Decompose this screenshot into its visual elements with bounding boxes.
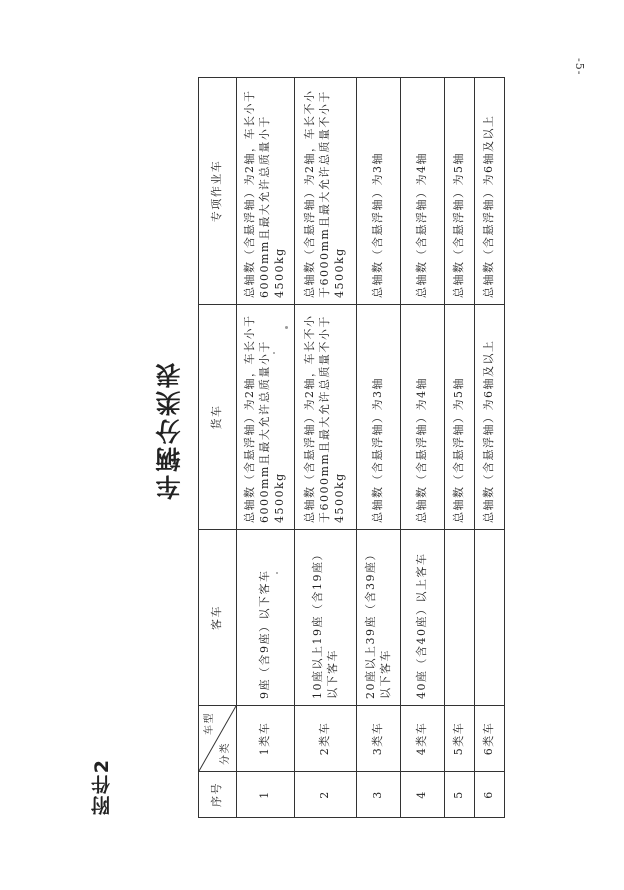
row-class: 5类车 — [445, 706, 475, 772]
row-passenger: 20座以上39座（含39座）以下客车 — [357, 530, 401, 706]
header-passenger: 客车 — [199, 530, 237, 706]
row-special: 总轴数（含悬浮轴）为4轴 — [401, 78, 445, 305]
header-index: 序号 — [199, 772, 237, 818]
row-class: 6类车 — [475, 706, 505, 772]
header-classification: 分类 — [219, 742, 231, 765]
row-cargo: 总轴数（含悬浮轴）为6轴及以上 — [475, 305, 505, 530]
header-cargo: 货车 — [199, 305, 237, 530]
row-class: 1类车 — [237, 706, 295, 772]
table-row — [401, 78, 445, 818]
table-row — [445, 78, 475, 818]
page-title: 车辆分类表 — [155, 360, 184, 500]
row-cargo: 总轴数（含悬浮轴）为5轴 — [445, 305, 475, 530]
row-passenger: 9座（含9座）以下客车 — [237, 530, 295, 706]
header-diagonal-cell — [199, 706, 237, 772]
table-row — [357, 78, 401, 818]
row-index: 6 — [475, 772, 505, 818]
row-special: 总轴数（含悬浮轴）为2轴，车长不小于6000mm且最大允许总质量不小于4500kg — [295, 78, 357, 305]
row-class: 4类车 — [401, 706, 445, 772]
row-index: 1 — [237, 772, 295, 818]
page-number: -5- — [573, 58, 586, 76]
row-index: 4 — [401, 772, 445, 818]
row-special: 总轴数（含悬浮轴）为5轴 — [445, 78, 475, 305]
row-cargo: 总轴数（含悬浮轴）为2轴，车长小于6000mm且最大允许总质量小于4500kg — [237, 305, 295, 530]
table-header-row — [199, 78, 237, 818]
header-vehicle-type: 车型 — [204, 712, 215, 735]
row-index: 2 — [295, 772, 357, 818]
table-row — [295, 78, 357, 818]
row-special: 总轴数（含悬浮轴）为3轴 — [357, 78, 401, 305]
row-passenger: 40座（含40座）以上客车 — [401, 530, 445, 706]
vehicle-classification-table — [198, 77, 505, 818]
row-class: 3类车 — [357, 706, 401, 772]
row-cargo: 总轴数（含悬浮轴）为4轴 — [401, 305, 445, 530]
row-passenger — [475, 530, 505, 706]
row-passenger — [445, 530, 475, 706]
row-passenger: 10座以上19座（含19座）以下客车 — [295, 530, 357, 706]
row-special: 总轴数（含悬浮轴）为6轴及以上 — [475, 78, 505, 305]
vehicle-classification-table-wrapper — [198, 78, 504, 818]
row-special: 总轴数（含悬浮轴）为2轴，车长小于6000mm且最大允许总质量小于4500kg — [237, 78, 295, 305]
table-row — [475, 78, 505, 818]
row-index: 5 — [445, 772, 475, 818]
header-special: 专项作业车 — [199, 78, 237, 305]
row-class: 2类车 — [295, 706, 357, 772]
attachment-label: 附件2 — [91, 758, 113, 816]
row-cargo: 总轴数（含悬浮轴）为2轴，车长不小于6000mm且最大允许总质量不小于4500kg — [295, 305, 357, 530]
row-cargo: 总轴数（含悬浮轴）为3轴 — [357, 305, 401, 530]
table-row — [237, 78, 295, 818]
row-index: 3 — [357, 772, 401, 818]
